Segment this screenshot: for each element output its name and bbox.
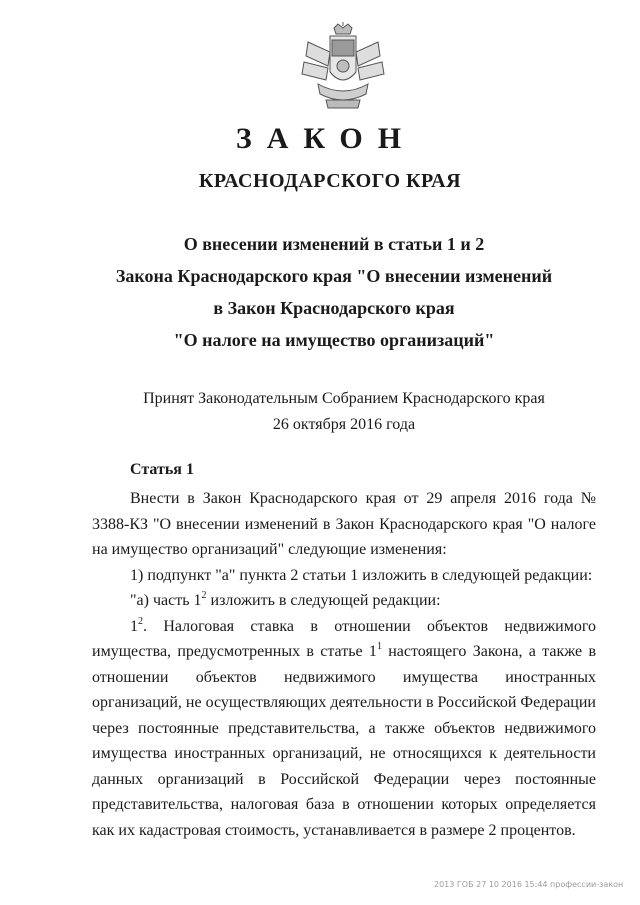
adoption-body: Принят Законодательным Собранием Краснодарского края xyxy=(143,390,545,407)
item-a-text: "а) часть 1 xyxy=(130,592,202,609)
adoption-date: 26 октября 2016 года xyxy=(272,416,416,433)
superscript: 1 xyxy=(376,641,382,652)
paragraph-text: настоящего Закона, а также в отношении объектов недвижимого имущества иностранных организаций, не осуществляющих деятельности в Российской Федерации через постоянные представительства, а также объектов недвижимого имущества иностранных организаций, не относящихся к деятельности данных организаций в Российской Федерации через постоянные представительства, налоговая база в отношении которых определяется как их кадастровая стоимость, устанавливается в размере 2 процентов. xyxy=(92,643,597,839)
article-heading: Статья 1 xyxy=(130,461,194,478)
adoption-note xyxy=(0,386,640,438)
article-item-1: 1) подпункт "а" пункта 2 статьи 1 изложить в следующей редакции: xyxy=(130,566,593,584)
article-intro-paragraph: Внести в Закон Краснодарского края от 29 апреля 2016 года № 3388-КЗ "О внесении изменений в Закон Краснодарского края "О налоге на имущество организаций" следующие изменения: xyxy=(92,490,596,558)
article-body xyxy=(92,486,596,843)
law-title xyxy=(0,228,640,356)
paragraph-text: . Налоговая ставка в отношении объектов недвижимого имущества, предусмотренных в статье 1 xyxy=(92,617,596,660)
paragraph-number: 1 xyxy=(130,617,138,635)
article-item-a xyxy=(92,588,596,614)
footer-fax-stamp: 2013 ГОБ 27 10 2016 15:44 профессии-закон xyxy=(434,880,624,889)
document-issuer: КРАСНОДАРСКОГО КРАЯ xyxy=(198,170,462,192)
document-title: ЗАКОН xyxy=(235,122,417,155)
law-title-line: "О налоге на имущество организаций" xyxy=(173,330,495,350)
law-title-line: Закона Краснодарского края "О внесении изменений xyxy=(115,266,553,286)
tax-rate-paragraph xyxy=(92,614,596,844)
superscript: 2 xyxy=(201,590,207,601)
item-a-text: изложить в следующей редакции: xyxy=(206,592,441,609)
coat-of-arms-emblem xyxy=(300,22,386,112)
law-title-line: О внесении изменений в статьи 1 и 2 xyxy=(183,234,485,254)
superscript: 2 xyxy=(138,615,143,627)
law-title-line: в Закон Краснодарского края xyxy=(213,298,455,318)
